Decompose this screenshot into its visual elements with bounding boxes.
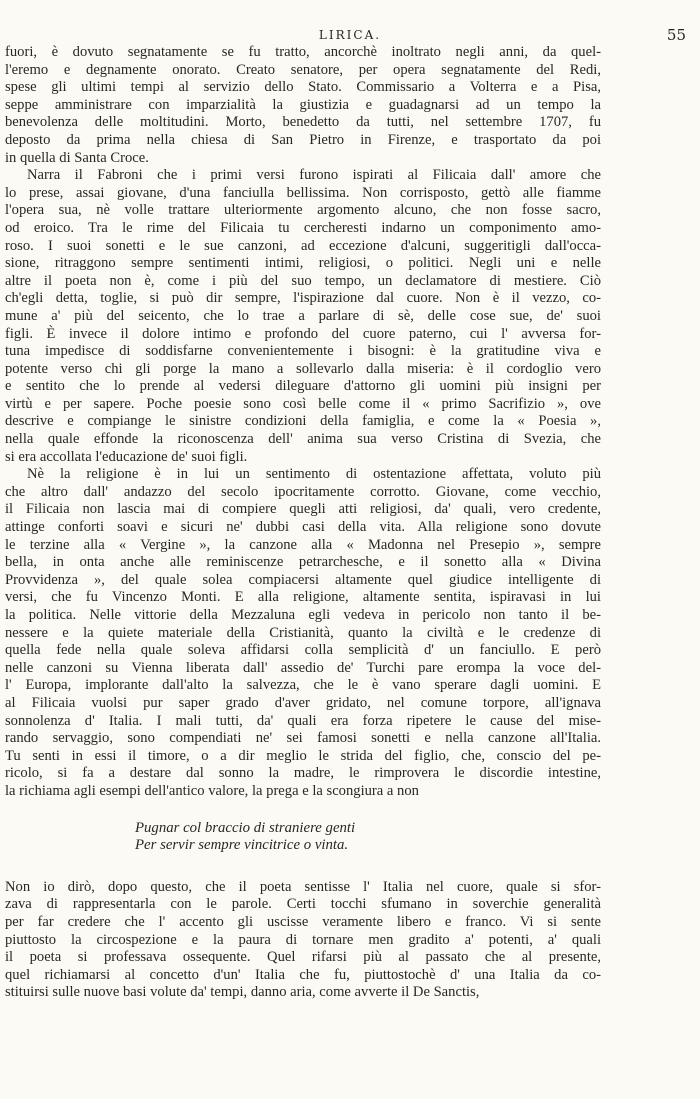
text-line: quella fede nella quale soleva affidarsi colla semplicità d' un fanciullo. E però — [5, 642, 601, 659]
text-line: la politica. Nelle vittorie della Mezzaluna egli vedeva in pericolo non tanto il be- — [5, 607, 601, 623]
text-line: stituirsi sulle nuove basi volute da' tempi, danno aria, come avverte il De Sanctis, — [5, 984, 480, 1001]
text-line: l' Europa, implorante dall'alto la salvezza, che le è vano sperare dagli uomini. E — [5, 677, 601, 694]
verse-quotation — [5, 820, 601, 855]
text-line: deposto da prima nella chiesa di San Pietro in Firenze, e trasportato da poi — [5, 131, 601, 148]
text-line: attinge conforti soavi e sicuri ne' dubbi casi della vita. Alla religione sono dovute — [5, 519, 601, 536]
running-title: LIRICA. — [318, 28, 382, 42]
text-line: e sentito che lo prende al vedersi dileguare d'attorno gli uomini più insigni per — [5, 378, 601, 395]
text-line: piuttosto la circospezione e la paura di tornare men gradito a' potenti, a' quali — [5, 931, 601, 948]
text-line: Tu senti in essi il timore, o a dir meglio le strida del figlio, che, conscio del pe- — [5, 747, 601, 764]
text-line: virtù e per sapere. Poche poesie sono così belle come il « primo Sacrifizio », ove — [5, 395, 601, 412]
closing-paragraph — [5, 879, 601, 1002]
text-line: nessere e la quiete materiale della Cristianità, quanto la civiltà e le credenze di — [5, 624, 601, 641]
text-line: Provvidenza », del quale solea compiacersi altamente quel giudice intelligente di — [5, 571, 601, 588]
text-line: che altro dall' andazzo del secolo ipocritamente corrotto. Giovane, come vecchio, — [5, 483, 601, 500]
text-line: altre il poeta non è, come i più del suo tempo, un declamatore di mestiere. Ciò — [5, 272, 601, 289]
verse-line: Pugnar col braccio di straniere genti — [135, 819, 356, 836]
text-line: figli. È invece il dolore intimo e profondo del cuore paterno, cui l' avversa for- — [5, 325, 601, 342]
verse-line: Per servir sempre vincitrice o vinta. — [135, 837, 349, 854]
text-line: la richiama agli esempi dell'antico valore, la prega e la scongiura a non — [5, 782, 419, 799]
text-line: il poeta si professava ossequente. Quel rifarsi più al passato che al presente, — [5, 949, 601, 966]
text-line: lo prese, assai giovane, d'una fanciulla bellissima. Non corrisposto, gettò alle fiamme — [5, 184, 601, 201]
text-line: per far credere che l' accento gli uscisse veramente libero e franco. Vi si sente — [5, 913, 601, 930]
text-line: sione, ritraggono sempre sentimenti intimi, religiosi, o politici. Negli uni e nelle — [5, 255, 601, 272]
paragraph-3 — [5, 466, 601, 800]
text-line: seppe amministrare con imparzialità la giustizia e guadagnarsi ad un tempo la — [5, 96, 601, 113]
text-line: benevolenza delle moltitudini. Morto, benedetto da tutti, nel settembre 1707, fu — [5, 114, 601, 131]
running-head — [0, 26, 700, 46]
text-line: sonnolenza d' Italia. I mali tutti, da' quali era forza ripetere le cause del mise- — [5, 712, 601, 729]
text-line: l'eremo e degnamente onorato. Creato senatore, per opera segnatamente del Redi, — [5, 61, 601, 78]
text-line: roso. I suoi sonetti e le sue canzoni, ad eccezione d'alcuni, suggeritigli dall'occa- — [5, 237, 601, 254]
paragraph-2 — [5, 167, 601, 466]
text-line: quel richiamarsi al concetto d'un' Italia che fu, piuttostochè d' una Italia da co- — [5, 966, 601, 983]
text-line: fuori, è dovuto segnatamente se fu tratto, ancorchè inoltrato negli anni, da quel- — [5, 44, 601, 60]
text-line: descrive e compiange le sinistre condizioni della famiglia, e come la « Poesia », — [5, 413, 601, 430]
text-line: spese gli ultimi tempi al servizio dello Stato. Commissario a Volterra e a Pisa, — [5, 79, 601, 96]
text-line: od eroico. Tra le rime del Filicaia tu cercheresti indarno un componimento amo- — [5, 219, 601, 236]
text-line: potente verso chi gli porge la mano a sollevarlo dalla miseria: è il cordoglio vero — [5, 360, 601, 377]
paragraph-1 — [5, 44, 601, 167]
text-line: zava di rappresentarla con le parole. Certi tocchi sfumano in soverchie generalità — [5, 896, 601, 913]
text-line: nella quale effonde la riconoscenza dell' anima sua verso Cristina di Svezia, che — [5, 431, 601, 448]
page-body — [5, 44, 601, 1002]
text-line: in quella di Santa Croce. — [5, 149, 149, 166]
text-line: l'opera sua, nè volle trattare ulteriormente argomento alcuno, che non fosse sacro, — [5, 202, 601, 219]
text-line: mune a' più del seicento, che lo trae a parlare di sè, delle cose sue, de' suoi — [5, 307, 601, 324]
text-line: bella, in onta anche alle reminiscenze petrarchesche, e il sonetto alla « Divina — [5, 554, 601, 571]
text-line: al Filicaia vuolsi pur saper grado d'aver gridato, nel comune torpore, all'ignava — [5, 694, 601, 711]
text-line: versi, che fu Vincenzo Monti. E alla religione, altamente sentita, ispiravasi in lui — [5, 589, 601, 606]
text-line: Nè la religione è in lui un sentimento di ostentazione affettata, voluto più — [27, 466, 601, 483]
page-number: 55 — [666, 26, 686, 44]
text-line: le terzine alla « Vergine », la canzone alla « Madonna nel Presepio », sempre — [5, 536, 601, 553]
text-line: ricolo, si fa a destare dal sonno la madre, le rimprovera le discordie intestine, — [5, 765, 601, 782]
text-line: tuna impedisce di soddisfarne convenientemente i bisogni: è la gratitudine viva e — [5, 343, 601, 360]
text-line: rando servaggio, sono compendiati ne' sei famosi sonetti e nella canzone all'Italia. — [5, 730, 601, 747]
text-line: ch'egli detta, toglie, si può dir sempre, l'ispirazione dal cuore. Non è il vezzo, co- — [5, 290, 601, 307]
text-line: il Filicaia non lascia mai di compiere quegli atti religiosi, da' quali, vero credente, — [5, 501, 601, 518]
text-line: Narra il Fabroni che i primi versi furono ispirati al Filicaia dall' amore che — [27, 167, 601, 184]
text-line: si era accollata l'educazione de' suoi figli. — [5, 448, 248, 465]
text-line: Non io dirò, dopo questo, che il poeta sentisse l' Italia nel cuore, quale si sfor- — [5, 878, 601, 895]
text-line: nelle canzoni su Vienna liberata dall' assedio de' Turchi pare erompa la voce del- — [5, 659, 601, 676]
